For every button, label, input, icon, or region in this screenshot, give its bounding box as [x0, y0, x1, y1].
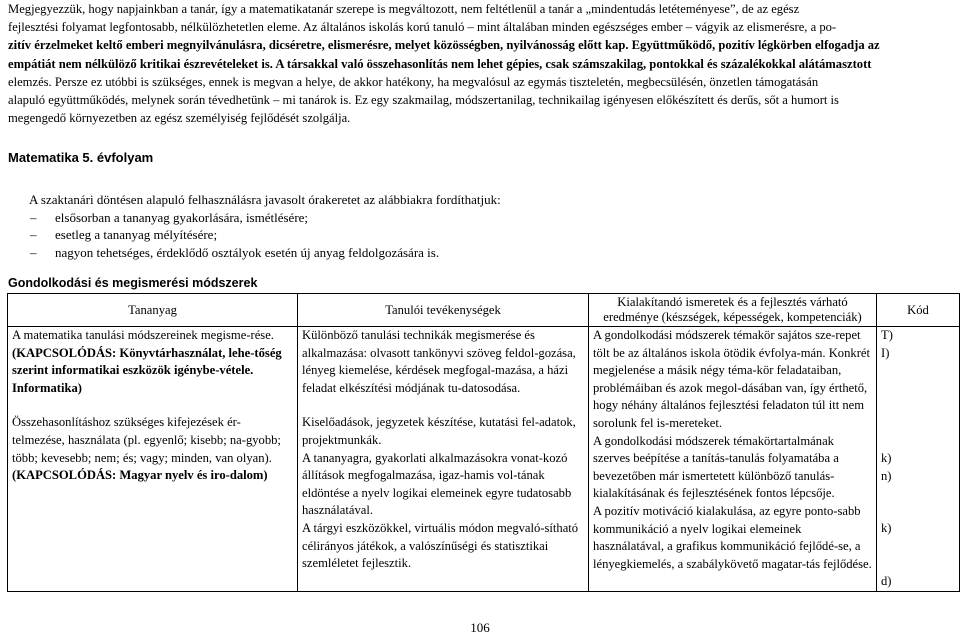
curriculum-table: [7, 293, 960, 592]
page-number: 106: [470, 620, 490, 635]
lead-text: A szaktanári döntésen alapuló felhasználásra javasolt órakeretet az alábbiakra fordíthatjuk:: [29, 192, 501, 207]
ismeret-block: A pozitív motiváció kialakulása, az egyre ponto-sabb kommunikáció a nyelv logikai elemeinek használatával, a grafikus kommunikáció fejlődé-se, a lényegkiemelés, a szabálykövető magatar-tás fejlődése.: [593, 503, 872, 571]
kod-value: k): [881, 521, 892, 536]
tevekenyseg-block: Kiselőadások, jegyzetek készítése, kutatási fel-adatok, projektmunkák.: [302, 415, 576, 447]
kod-value: n): [881, 468, 892, 483]
ismeret-block: A gondolkodási módszerek témakör sajátos sze-repet tölt be az általános iskola ötödik évfolya-mán. Konkrét megjelenése a másik négy téma-kör feladataiban, problémáiban és azok megol-dásában van, így érthető, hogy néhány általános fejlesztési feladaton túl itt nem sorolunk fel is-mereteket.: [593, 328, 870, 430]
cell-kod: [877, 327, 960, 592]
kod-value: d): [881, 573, 892, 588]
header-ismeretek-line1: Kialakítandó ismeretek és a fejlesztés várható: [617, 295, 848, 309]
intro-line: Megjegyezzük, hogy napjainkban a tanár, így a matematikatanár szerepe is megváltozott, nem feltétlenül a tanár a „mindentudás letéteményese”, de az egész: [8, 2, 800, 16]
intro-line: fejlesztési folyamat legfontosabb, nélkülözhetetlen eleme. Az általános iskolás korú tanuló – mint általában minden egészséges ember – vágyik az elismerésre, a po-: [8, 20, 837, 35]
tananyag-text: Összehasonlításhoz szükséges kifejezések ér-telmezése, használata (pl. egyenlő; kisebb; na-gyobb; több; kevesebb; nem; és; vagy; minden, van olyan).: [12, 415, 281, 465]
kapcsolodas-text: (KAPCSOLÓDÁS: Magyar nyelv és iro-dalom): [12, 468, 268, 483]
table-header-row: [8, 294, 960, 327]
subsection-title: Gondolkodási és megismerési módszerek: [8, 276, 258, 290]
tananyag-text: A matematika tanulási módszereinek megisme-rése.: [12, 328, 274, 342]
intro-line: elemzés. Persze ez utóbbi is szükséges, ennek is megvan a helye, de akkor hatékony, ha megvalósul az egymás tiszteletén, megbecsülésén, önzetlen támogatásán: [8, 74, 819, 89]
ismeret-block: A gondolkodási módszerek témakörtartalmának szerves beépítése a tanítás-tanulás folyamatába a bevezetőben már ismertetett különböző tanulás-kialakításának és fejlesztésének fontos lépcsője.: [593, 433, 839, 501]
list-item: – esetleg a tananyag mélyítésére;: [30, 226, 439, 243]
intro-line: empátiát nem nélkülöző kritikai észrevételeket is. A társakkal való összehasonlítás nem lehet gépies, csak számszakilag, pontokkal és százalékokkal alátámasztott: [8, 56, 872, 71]
table-row: [8, 327, 960, 592]
cell-tananyag: [8, 327, 298, 592]
tevekenyseg-block: Különböző tanulási technikák megismerése és alkalmazása: olvasott tankönyvi szöveg feldol-gozása, lényeg kiemelése, kérdések megfogal-mazása, a házi feladat elkészítési módjának tu-datosodása.: [302, 328, 576, 395]
intro-line: zitív érzelmeket keltő emberi megnyilvánulásra, dicséretre, elismerésre, melyet közösségben, nyilvánosság előtt kap. Együttműködő, pozitív légkörben elfogadja az: [8, 38, 880, 53]
intro-line: alapuló együttműködés, melynek során tévedhetünk – mi tanárok is. Ez egy szakmailag, módszertanilag, technikailag igényesen előkészített és derűs, sőt a humort is: [8, 93, 839, 108]
intro-line: megengedő környezetben az egész személyiség fejlődését szolgálja.: [8, 111, 351, 126]
header-tevekenysegek: Tanulói tevékenységek: [298, 294, 589, 327]
list-item: – elsősorban a tananyag gyakorlására, ismétlésére;: [30, 209, 439, 226]
kod-value: T): [881, 328, 893, 342]
header-kod: Kód: [877, 294, 960, 327]
header-ismeretek: [589, 294, 877, 327]
header-tananyag: Tananyag: [8, 294, 298, 327]
header-ismeretek-line2: eredménye (készségek, képességek, kompetenciák): [603, 310, 862, 324]
list-item: – nagyon tehetséges, érdeklődő osztályok esetén új anyag feldolgozására is.: [30, 244, 439, 261]
tevekenyseg-block: A tananyagra, gyakorlati alkalmazásokra vonat-kozó állítások megfogalmazása, igaz-hamis vol-tának eldöntése a nyelv logikai elemeinek egyre tudatosabb használatával.: [302, 450, 572, 518]
kapcsolodas-text: (KAPCSOLÓDÁS: Könyvtárhasználat, lehe-tőség szerint informatikai eszközök igénybe-vétele. Informatika): [12, 345, 282, 395]
tananyag-block: [12, 414, 293, 484]
option-list: [30, 209, 439, 261]
kod-value: I): [881, 345, 890, 360]
cell-tevekenysegek: [298, 327, 589, 592]
tananyag-block: [12, 327, 293, 397]
section-title: Matematika 5. évfolyam: [8, 150, 154, 165]
tevekenyseg-block: A tárgyi eszközökkel, virtuális módon megvaló-sítható célirányos játékok, a valószínűségi és statisztikai szemléletet fejlesztik.: [302, 520, 579, 571]
kod-value: k): [881, 451, 892, 466]
cell-ismeretek: [589, 327, 877, 592]
intro-paragraph: [8, 0, 958, 127]
